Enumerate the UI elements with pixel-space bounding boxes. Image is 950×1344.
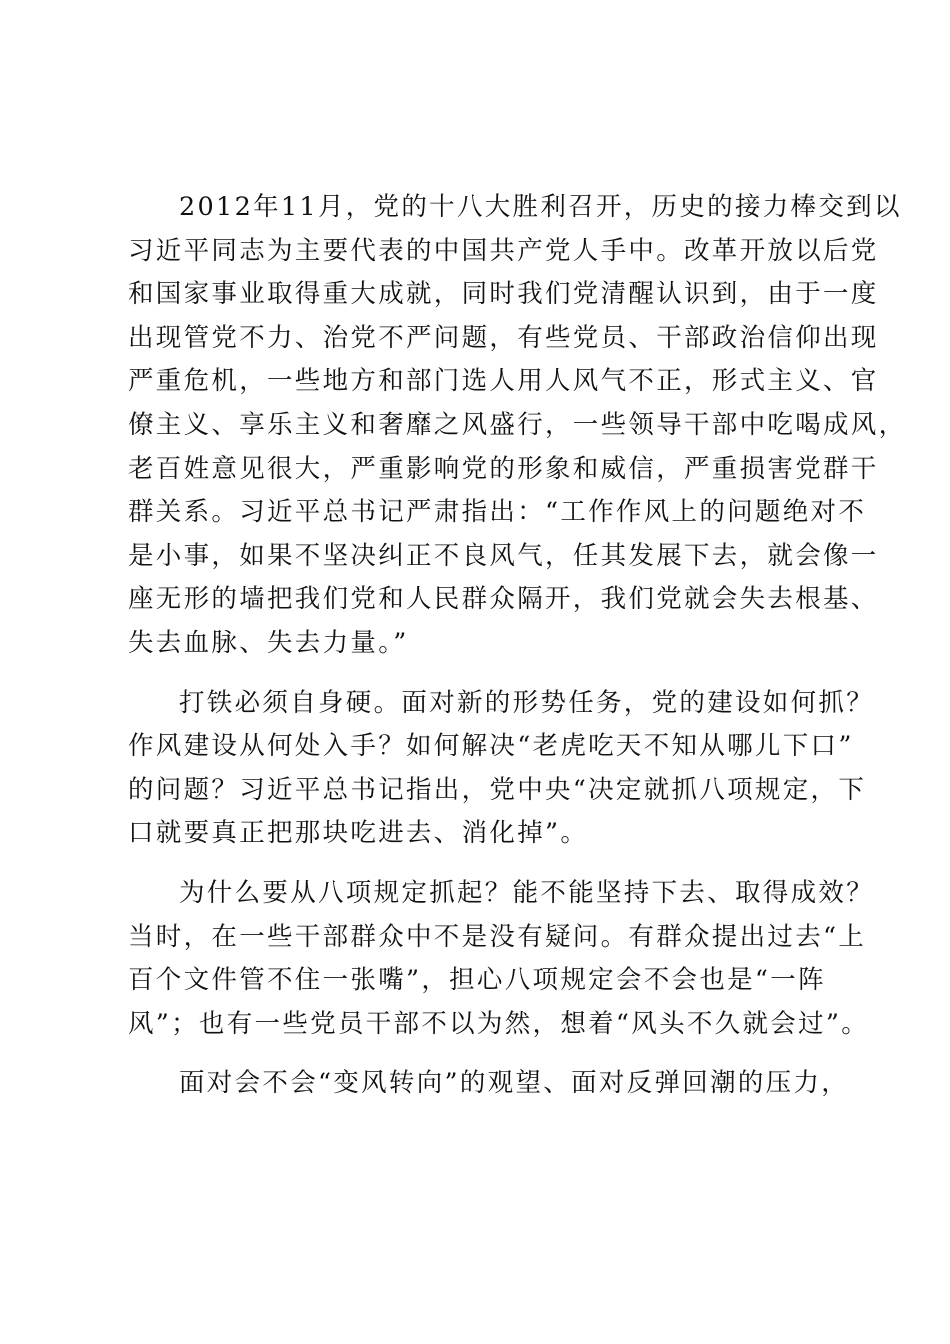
text-line: 风”；也有一些党员干部不以为然，想着“风头不久就会过”。 [128, 1008, 870, 1039]
paragraph-spacer [128, 1046, 834, 1062]
paragraph-spacer [128, 666, 834, 682]
text-line: 失去血脉、失去力量。” [128, 627, 409, 658]
text-line: 严重危机，一些地方和部门选人用人风气不正，形式主义、官 [128, 366, 879, 397]
text-line: 面对会不会“变风转向”的观望、面对反弹回潮的压力， [179, 1068, 850, 1099]
text-line: 百个文件管不住一张嘴”，担心八项规定会不会也是“一阵 [128, 965, 826, 996]
document-body [128, 186, 907, 1106]
text-line: 作风建设从何处入手？如何解决“老虎吃天不知从哪儿下口” [128, 731, 854, 762]
text-line: 口就要真正把那块吃进去、消化掉”。 [128, 818, 589, 849]
text-line: 当时，在一些干部群众中不是没有疑问。有群众提出过去“上 [128, 921, 867, 952]
text-line: 打铁必须自身硬。面对新的形势任务，党的建设如何抓？ [179, 687, 875, 718]
paragraph-spacer [128, 856, 834, 872]
text-line: 老百姓意见很大，严重影响党的形象和威信，严重损害党群干 [128, 453, 879, 484]
paragraph-2 [128, 682, 875, 856]
text-line: 是小事，如果不坚决纠正不良风气，任其发展下去，就会像一 [128, 540, 879, 571]
text-line: 和国家事业取得重大成就，同时我们党清醒认识到，由于一度 [128, 279, 879, 310]
text-line: 2012年11月，党的十八大胜利召开，历史的接力棒交到以 [179, 192, 902, 222]
text-line: 群关系。习近平总书记严肃指出：“工作作风上的问题绝对不 [128, 497, 867, 528]
text-line: 的问题？习近平总书记指出，党中央“决定就抓八项规定，下 [128, 774, 867, 805]
text-line: 习近平同志为主要代表的中国共产党人手中。改革开放以后党 [128, 235, 879, 266]
text-line: 出现管党不力、治党不严问题，有些党员、干部政治信仰出现 [128, 322, 879, 353]
paragraph-1 [128, 186, 907, 666]
paragraph-4 [128, 1062, 850, 1106]
paragraph-3 [128, 872, 875, 1046]
text-line: 座无形的墙把我们党和人民群众隔开，我们党就会失去根基、 [128, 584, 879, 615]
text-line: 为什么要从八项规定抓起？能不能坚持下去、取得成效？ [179, 877, 875, 908]
text-line: 僚主义、享乐主义和奢靡之风盛行，一些领导干部中吃喝成风， [128, 409, 907, 440]
